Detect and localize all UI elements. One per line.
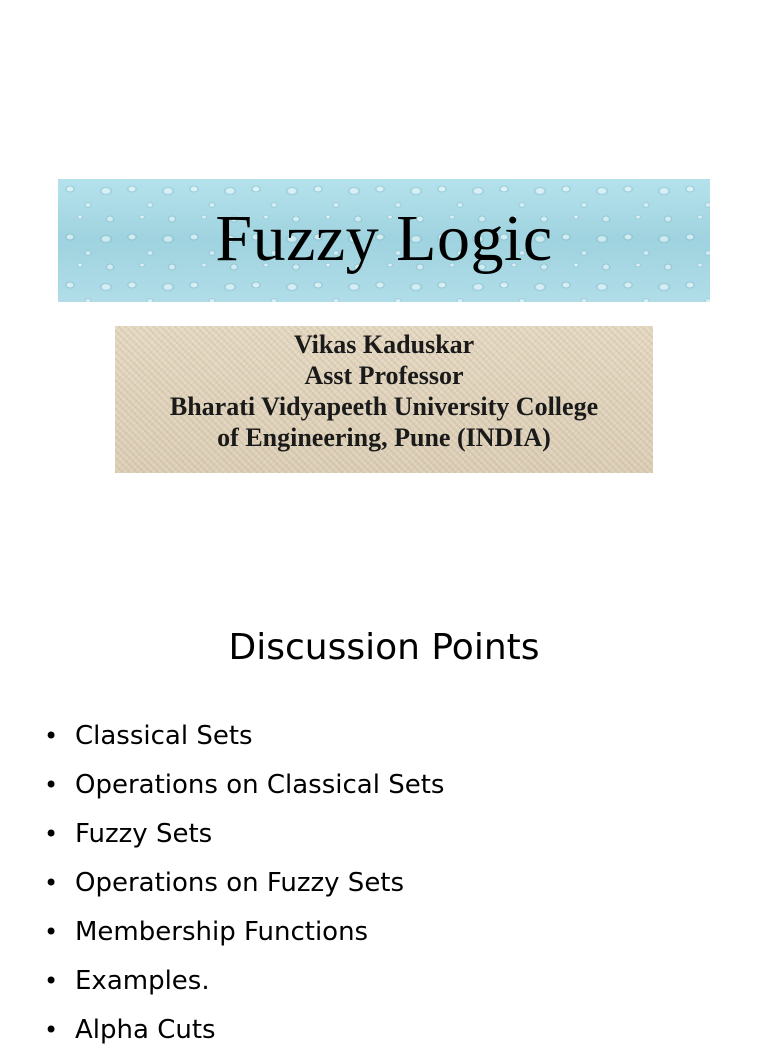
bullet-text: Membership Functions [75,917,369,947]
author-institution-line-1: Bharati Vidyapeeth University College [169,392,599,421]
bullet-list [44,712,444,1055]
bullet-icon: • [44,918,59,946]
bullet-text: Classical Sets [75,721,253,751]
slide-title: Fuzzy Logic [215,202,553,275]
bullet-icon: • [44,869,59,897]
bullet-icon: • [44,722,59,750]
bullet-item [44,957,444,1006]
title-banner [58,179,710,302]
discussion-title: Discussion Points [228,627,540,668]
author-name: Vikas Kaduskar [293,330,475,359]
bullet-text: Operations on Classical Sets [75,770,445,800]
bullet-text: Examples. [75,966,210,996]
bullet-item [44,1006,444,1055]
author-institution-line-2: of Engineering, Pune (INDIA) [217,423,551,452]
bullet-icon: • [44,1016,59,1044]
bullet-icon: • [44,967,59,995]
bullet-item [44,761,444,810]
bullet-text: Alpha Cuts [75,1015,216,1045]
discussion-slide [0,580,768,1045]
bullet-text: Operations on Fuzzy Sets [75,868,405,898]
author-position: Asst Professor [304,361,464,390]
bullet-icon: • [44,771,59,799]
bullet-item [44,859,444,908]
bullet-item [44,712,444,761]
bullet-text: Fuzzy Sets [75,819,213,849]
bullet-item [44,908,444,957]
author-box [115,326,653,473]
bullet-icon: • [44,820,59,848]
bullet-item [44,810,444,859]
